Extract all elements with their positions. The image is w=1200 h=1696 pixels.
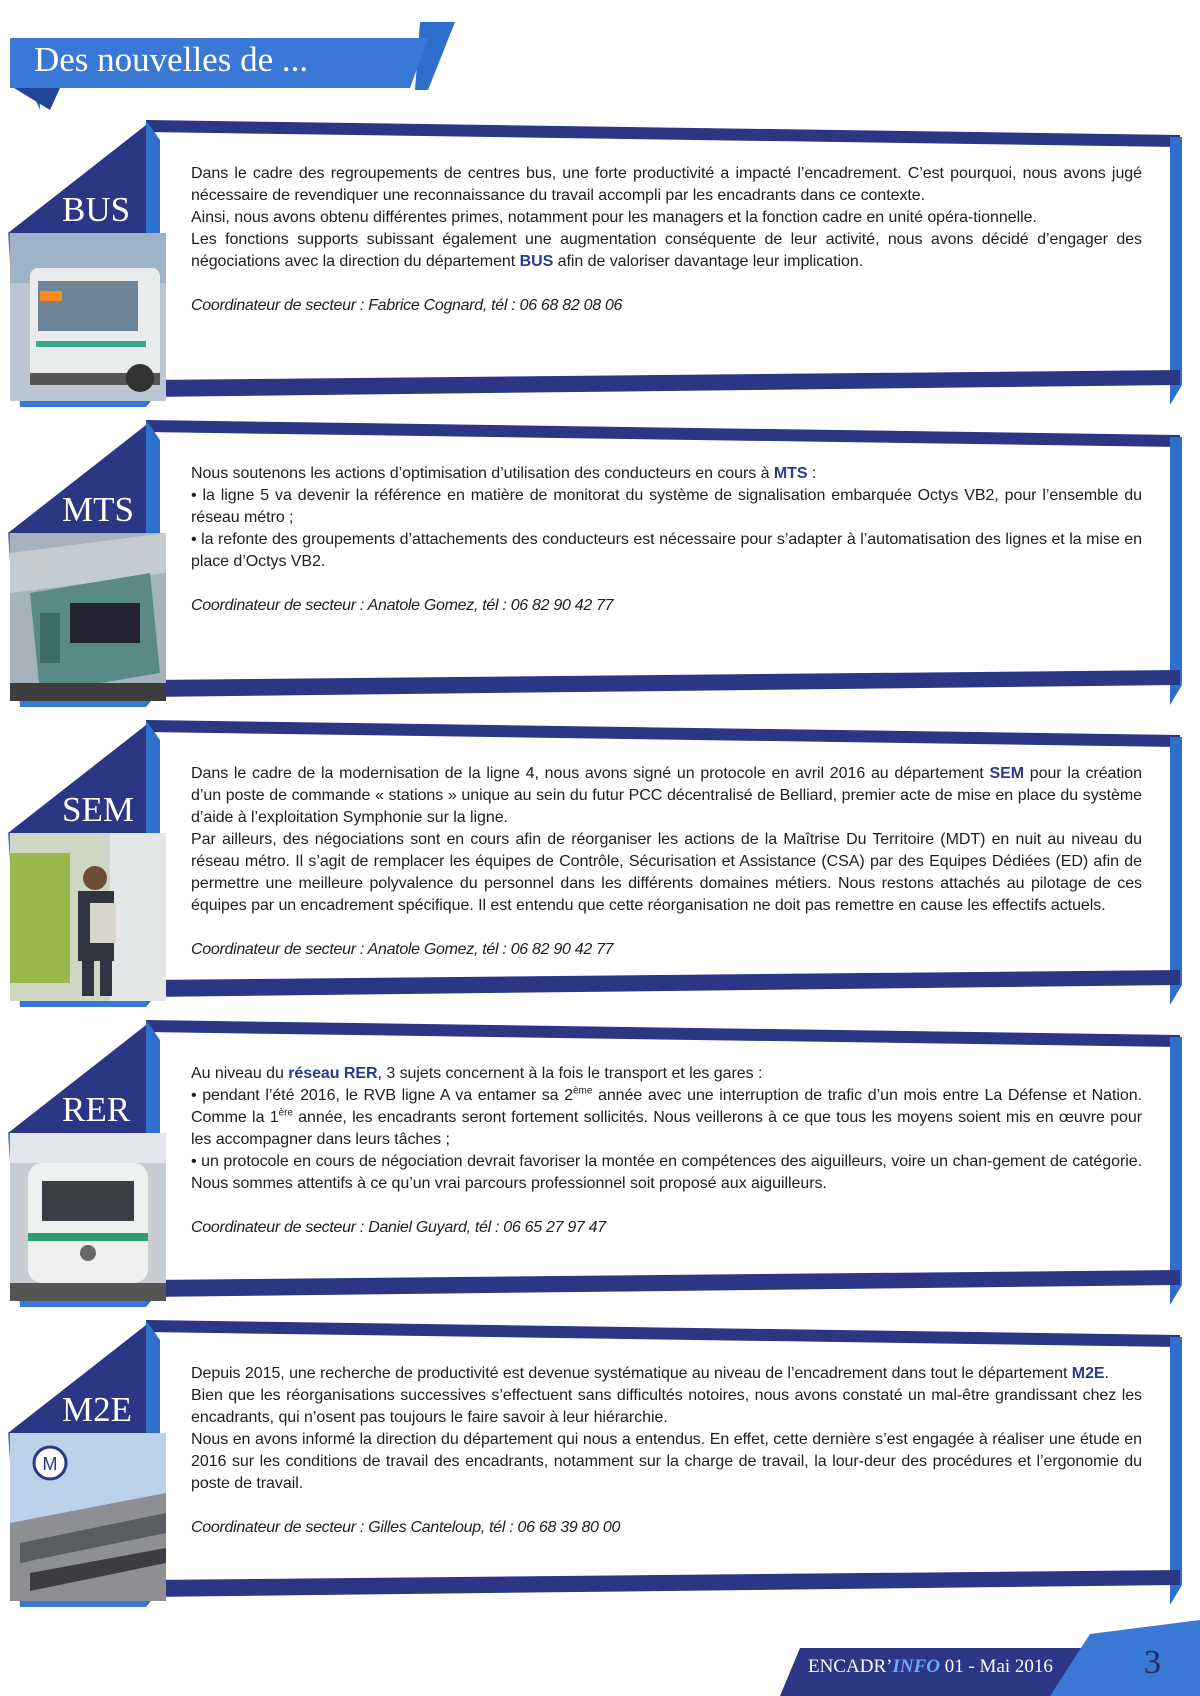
paragraph: Dans le cadre des regroupements de centres bus, une forte productivité a impacté l’encadrement. C’est pourquoi, nous avons jugé nécessaire de revendiquer une reconnaissance du travail accompli par les encadrants dans ce contexte. [191, 165, 1142, 204]
metro-train-photo [10, 533, 166, 701]
paragraph: Nous en avons informé la direction du département qui nous a entendus. En effet, cette dernière s’est engagée à réaliser une étude en 2016 sur les conditions de travail des encadrants, notamment sur la charge de travail, la lour-deur des procédures et l’ergonomie du poste de travail. [191, 1431, 1142, 1492]
page-footer [780, 1620, 1200, 1696]
section-label-bus: BUS [62, 190, 131, 229]
section-label-rer: RER [62, 1090, 131, 1129]
bullet-item: • un protocole en cours de négociation devrait favoriser la montée en compétences des aiguilleurs, voire un chan-gement de catégorie. Nous sommes attentifs à ce qu’un vrai parcours professionnel soit proposé aux aiguilleurs. [191, 1153, 1142, 1192]
coordinator-line: Coordinateur de secteur : Anatole Gomez, tél : 06 82 90 42 77 [191, 597, 614, 614]
metro-entrance-photo [10, 1433, 166, 1601]
section-text-sem [191, 763, 1142, 961]
paragraph: Depuis 2015, une recherche de productivité est devenue systématique au niveau de l’encadrement dans tout le département M2E. [191, 1365, 1109, 1382]
keyword: M2E [1071, 1365, 1105, 1382]
paragraph: Les fonctions supports subissant également une augmentation conséquente de leur activité, nous avons décidé d’engager des négociations avec la direction du département BUS afin de valoriser davantage leur implication. [191, 231, 1142, 270]
bus-photo [10, 233, 166, 401]
page-number: 3 [1144, 1644, 1161, 1681]
publication-name: ENCADR’INFO 01 - Mai 2016 [808, 1656, 1053, 1677]
section-label-sem: SEM [62, 790, 134, 829]
keyword: MTS [773, 465, 808, 482]
bullet-item: • la ligne 5 va devenir la référence en matière de monitorat du système de signalisation embarquée Octys VB2, pour l’ensemble du réseau métro ; [191, 487, 1142, 526]
page-title: Des nouvelles de ... [34, 40, 309, 79]
bullet-item: • la refonte des groupements d’attachements des conducteurs est nécessaire pour s’adapter à l’automatisation des lignes et la mise en place d’Octys VB2. [191, 531, 1142, 570]
keyword: SEM [989, 765, 1024, 782]
paragraph: Au niveau du réseau RER, 3 sujets concernent à la fois le transport et les gares : [191, 1065, 763, 1082]
page-header-banner [0, 0, 470, 120]
coordinator-line: Coordinateur de secteur : Daniel Guyard, tél : 06 65 27 97 47 [191, 1219, 606, 1236]
section-text-rer [191, 1063, 1142, 1239]
section-text-m2e [191, 1363, 1142, 1539]
paragraph: Nous soutenons les actions d’optimisation d’utilisation des conducteurs en cours à MTS : [191, 465, 817, 482]
section-m2e [0, 1315, 1200, 1615]
section-label-mts: MTS [62, 490, 134, 529]
rer-train-photo [10, 1133, 166, 1301]
paragraph: Dans le cadre de la modernisation de la ligne 4, nous avons signé un protocole en avril 2016 au département SEM pour la création d’un poste de commande « stations » unique au sein du futur PCC décentralisé de Belliard, premier acte de mise en place du système d’aide à l’exploitation Symphonie sur la ligne. [191, 765, 1142, 826]
section-text-mts [191, 463, 1142, 617]
section-text-bus [191, 163, 1142, 317]
section-label-m2e: M2E [62, 1390, 132, 1429]
paragraph: Par ailleurs, des négociations sont en cours afin de réorganiser les actions de la Maîtrise Du Territoire (MDT) en nuit au niveau du réseau métro. Il s’agit de remplacer les équipes de Contrôle, Sécurisation et Assistance (CSA) par des Equipes Dédiées (ED) afin de permettre une meilleure polyvalence du personnel dans les différents domaines métiers. Nous restons attachés au pilotage de ces équipes par un encadrement spécifique. Il est entendu que cette réorganisation ne doit pas remettre en cause les effectifs actuels. [191, 831, 1142, 914]
section-sem [0, 715, 1200, 1015]
section-rer [0, 1015, 1200, 1315]
keyword: réseau RER [288, 1065, 378, 1082]
bullet-item: • pendant l’été 2016, le RVB ligne A va entamer sa 2ème année avec une interruption de trafic d’un mois entre La Défense et Nation. Comme la 1ère année, les encadrants seront fortement sollicités. Nous veillerons à ce que tous les moyens soient mis en œuvre pour les accompagner dans leurs tâches ; [191, 1085, 1142, 1148]
section-bus [0, 115, 1200, 415]
ticket-machine-photo [10, 833, 166, 1001]
paragraph: Ainsi, nous avons obtenu différentes primes, notamment pour les managers et la fonction cadre en unité opéra-tionnelle. [191, 209, 1037, 226]
coordinator-line: Coordinateur de secteur : Gilles Canteloup, tél : 06 68 39 80 00 [191, 1519, 621, 1536]
svg-text:M: M [42, 1454, 58, 1474]
keyword: BUS [519, 253, 554, 270]
paragraph: Bien que les réorganisations successives s’effectuent sans difficultés notoires, nous avons constaté un mal-être grandissant chez les encadrants, qui n’osent pas toujours le faire savoir à leur hiérarchie. [191, 1387, 1142, 1426]
section-mts [0, 415, 1200, 715]
coordinator-line: Coordinateur de secteur : Fabrice Cognard, tél : 06 68 82 08 06 [191, 297, 623, 314]
coordinator-line: Coordinateur de secteur : Anatole Gomez, tél : 06 82 90 42 77 [191, 941, 614, 958]
